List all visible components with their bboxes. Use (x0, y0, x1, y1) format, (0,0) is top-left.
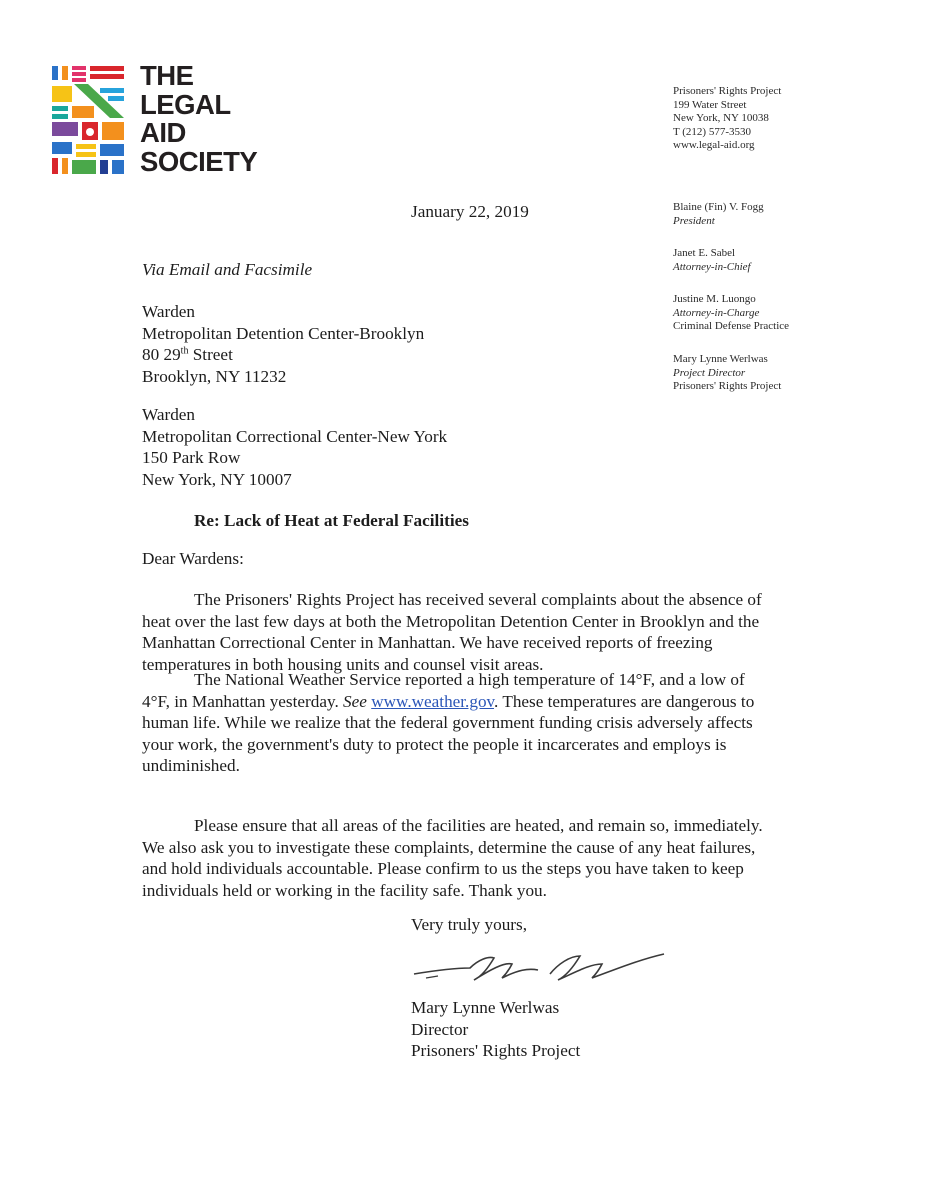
logo-line: THE (140, 60, 194, 91)
recipient-line: Warden (142, 405, 196, 424)
signer-name: Mary Lynne Werlwas (411, 998, 560, 1017)
paragraph-line: individuals held or working in the facility safe. Thank you. (142, 880, 547, 900)
logo-tile (52, 122, 78, 136)
recipient-address-1 (142, 301, 424, 387)
logo-tile (52, 158, 58, 174)
recipient-line: Metropolitan Correctional Center-New York (142, 426, 448, 446)
officer-dept: Prisoners' Rights Project (673, 380, 782, 392)
officer-name: Justine M. Luongo (673, 293, 756, 305)
signature-icon (408, 950, 670, 986)
logo-tile (52, 106, 68, 111)
paragraph-line: and hold individuals accountable. Please confirm to us the steps you have taken to keep (142, 859, 744, 878)
logo-tile (90, 66, 124, 71)
paragraph-line: your work, the government's duty to protect the people it incarcerates and employs is (142, 734, 727, 754)
salutation: Dear Wardens: (142, 549, 244, 568)
recipient-line: Metropolitan Detention Center-Brooklyn (142, 323, 425, 343)
paragraph-line: Manhattan Correctional Center in Manhattan. We have received reports of freezing (142, 633, 713, 652)
paragraph-line: heat over the last few days at both the Metropolitan Detention Center in Brooklyn and the (142, 611, 760, 631)
logo-tile (90, 74, 124, 79)
logo-line: LEGAL (140, 88, 231, 120)
recipient-line: 150 Park Row (142, 448, 241, 467)
officer-block (673, 353, 781, 394)
logo-tile (52, 114, 68, 119)
officer-title: Attorney-in-Charge (673, 306, 760, 319)
officer-block (673, 201, 764, 228)
org-line: T (212) 577-3530 (673, 125, 752, 138)
org-line: 199 Water Street (673, 98, 747, 111)
paragraph-line: temperatures in both housing units and counsel visit areas. (142, 654, 544, 674)
weather-link[interactable]: www.weather.gov (371, 691, 495, 711)
org-address-block (673, 85, 781, 153)
officer-block (673, 247, 751, 274)
paragraph-line: The Prisoners' Rights Project has received several complaints about the absence of (194, 590, 762, 609)
signer-block (411, 997, 580, 1062)
logo-tile (102, 122, 124, 140)
logo-line: AID (140, 117, 186, 148)
recipient-line: Warden (142, 302, 196, 321)
letter-date: January 22, 2019 (411, 202, 529, 221)
recipient-line: Brooklyn, NY 11232 (142, 366, 287, 386)
logo-tile (100, 88, 124, 93)
officer-title: Project Director (673, 366, 746, 379)
officer-title: Attorney-in-Chief (673, 260, 751, 273)
signer-org: Prisoners' Rights Project (411, 1041, 581, 1060)
delivery-method: Via Email and Facsimile (142, 260, 313, 279)
officer-name: Blaine (Fin) V. Fogg (673, 201, 764, 213)
officer-dept: Criminal Defense Practice (673, 320, 790, 332)
officer-block (673, 293, 789, 334)
org-line: Prisoners' Rights Project (673, 85, 782, 97)
logo-tile (52, 86, 72, 102)
signer-title: Director (411, 1019, 469, 1039)
org-line: New York, NY 10038 (673, 112, 769, 124)
paragraph-line: undiminished. (142, 756, 240, 775)
see-citation: See (343, 691, 367, 711)
logo-tile (72, 160, 96, 174)
paragraph-line: Please ensure that all areas of the facilities are heated, and remain so, immediately. (194, 816, 763, 835)
logo-tile (76, 144, 96, 149)
paragraph-line: human life. While we realize that the federal government funding crisis adversely affects (142, 713, 753, 732)
logo-tile (112, 160, 124, 174)
body-paragraph-1 (142, 589, 812, 675)
body-paragraph-2 (142, 669, 812, 777)
logo-tile (72, 72, 86, 76)
paragraph-line: We also ask you to investigate these complaints, determine the cause of any heat failures, (142, 837, 756, 857)
logo-tile (72, 78, 86, 82)
logo-tile (76, 152, 96, 157)
officer-title: President (673, 214, 715, 227)
subject-line: Re: Lack of Heat at Federal Facilities (194, 511, 469, 530)
paragraph-line: The National Weather Service reported a high temperature of 14°F, and a low of (194, 670, 745, 689)
logo-line: SOCIETY (140, 145, 258, 177)
logo-tile (52, 66, 58, 80)
logo-tile (62, 158, 68, 174)
logo-tile (52, 142, 72, 154)
logo-tile (86, 128, 94, 136)
logo-tile (108, 96, 124, 101)
logo-tile (72, 66, 86, 70)
org-website: www.legal-aid.org (673, 139, 755, 151)
recipient-street: 80 29th Street (142, 345, 233, 364)
officer-name: Janet E. Sabel (673, 247, 736, 259)
logo-tile (100, 160, 108, 174)
closing: Very truly yours, (411, 915, 527, 934)
logo-tile (100, 144, 124, 156)
recipient-line: New York, NY 10007 (142, 469, 292, 489)
body-paragraph-3 (142, 815, 812, 901)
paragraph-line: 4°F, in Manhattan yesterday. See www.weather.gov. These temperatures are dangerous to (142, 691, 755, 711)
recipient-address-2 (142, 404, 447, 490)
logo-tile (72, 106, 94, 118)
logo-tile (62, 66, 68, 80)
officer-name: Mary Lynne Werlwas (673, 353, 768, 365)
logo-mark-icon (52, 66, 126, 174)
logo-wordmark (140, 62, 310, 176)
